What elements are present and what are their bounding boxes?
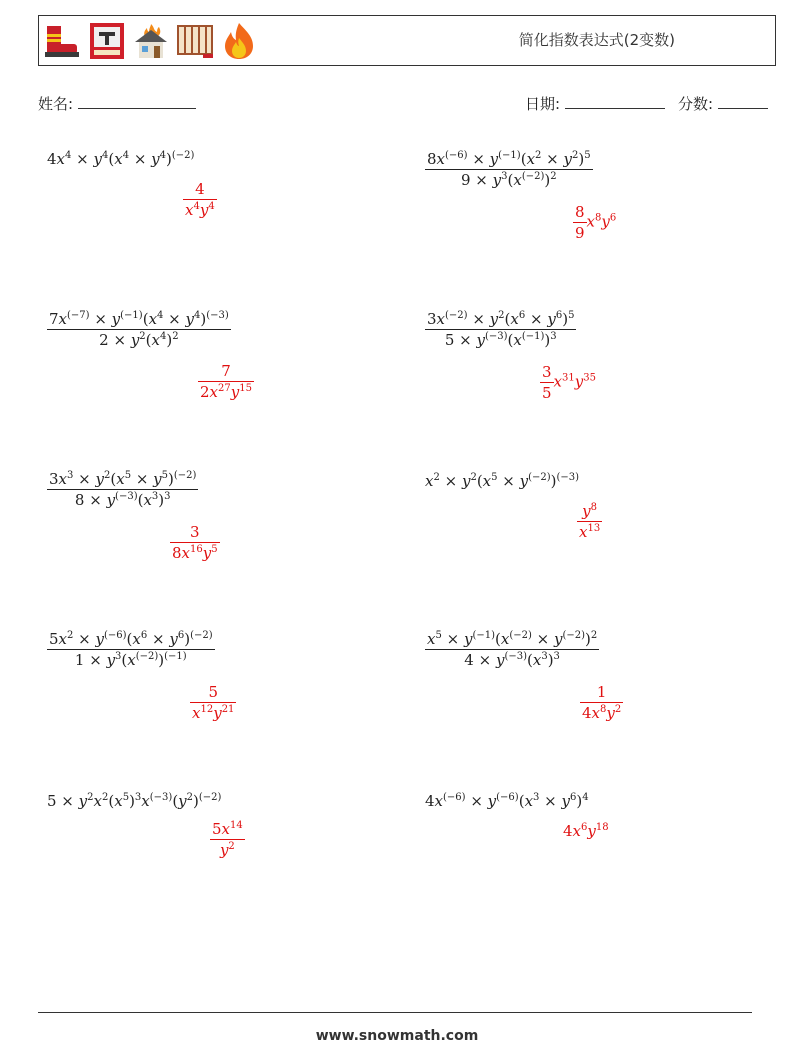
- worksheet-header: [38, 15, 776, 66]
- problem-3: $\frac{7x^{(-7)} \times y^{(-1)}(x^4 \times y^4)^{(-3)}}{2 \times y^2(x^4)^2}$: [49, 310, 229, 349]
- problem-2: $\frac{8x^{(-6)} \times y^{(-1)}(x^2 \times y^2)^5}{9 \times y^3(x^{(-2)})^2}$: [427, 150, 591, 189]
- answer-8: $\frac{1}{4x^8y^2}$: [582, 683, 622, 722]
- answer-6: $\frac{y^8}{x^{13}}$: [579, 502, 601, 541]
- date-field: [525, 93, 665, 114]
- answer-5: $\frac{3}{8x^{16}y^5}$: [172, 523, 218, 562]
- answer-10: $4x^6y^{18}$: [563, 822, 609, 840]
- fire-hose-icon: [175, 20, 215, 62]
- fire-icon: [219, 20, 259, 62]
- worksheet-title: 简化指数表达式(2变数): [518, 31, 675, 49]
- boot-icon: [43, 20, 83, 62]
- answer-1: $\frac{4}{x^4y^4}$: [185, 180, 215, 219]
- problem-1: $4x^4 \times y^4(x^4 \times y^4)^{(-2)}$: [47, 150, 195, 168]
- problem-4: $\frac{3x^{(-2)} \times y^2(x^6 \times y^6)^5}{5 \times y^{(-3)}(x^{(-1)})^3}$: [427, 310, 575, 349]
- footer-url[interactable]: www.snowmath.com: [315, 1028, 479, 1044]
- answer-9: $\frac{5x^{14}}{y^2}$: [212, 820, 243, 859]
- score-label: 分数:: [678, 95, 714, 113]
- score-field: [678, 93, 768, 114]
- problem-6: $x^2 \times y^2(x^5 \times y^{(-2)})^{(-3)}$: [425, 472, 580, 490]
- score-blank[interactable]: [718, 94, 768, 109]
- date-label: 日期:: [525, 95, 561, 113]
- header-icons: [43, 20, 259, 62]
- fire-alarm-icon: [87, 20, 127, 62]
- answer-7: $\frac{5}{x^{12}y^{21}}$: [192, 683, 235, 722]
- name-label: 姓名:: [38, 95, 74, 113]
- answer-4: $\frac{3}{5}$ $x^{31}y^{35}$: [542, 363, 596, 402]
- problem-7: $\frac{5x^2 \times y^{(-6)}(x^6 \times y^6)^{(-2)}}{1 \times y^3(x^{(-2)})^{(-1)}}$: [49, 630, 213, 669]
- answer-3: $\frac{7}{2x^{27}y^{15}}$: [200, 362, 252, 401]
- date-blank[interactable]: [565, 94, 665, 109]
- problem-10: $4x^{(-6)} \times y^{(-6)}(x^3 \times y^6)^4$: [425, 792, 589, 810]
- footer-divider: [38, 1012, 752, 1013]
- name-blank[interactable]: [78, 94, 196, 109]
- problem-5: $\frac{3x^3 \times y^2(x^5 \times y^5)^{(-2)}}{8 \times y^{(-3)}(x^3)^3}$: [49, 470, 197, 509]
- burning-house-icon: [131, 20, 171, 62]
- problem-9: $5 \times y^2x^2(x^5)^3x^{(-3)}(y^2)^{(-2)}$: [47, 792, 222, 810]
- problem-8: $\frac{x^5 \times y^{(-1)}(x^{(-2)} \times y^{(-2)})^2}{4 \times y^{(-3)}(x^3)^3}$: [427, 630, 598, 669]
- answer-2: $\frac{8}{9}$ $x^8y^6$: [575, 203, 617, 242]
- name-field: [38, 93, 196, 114]
